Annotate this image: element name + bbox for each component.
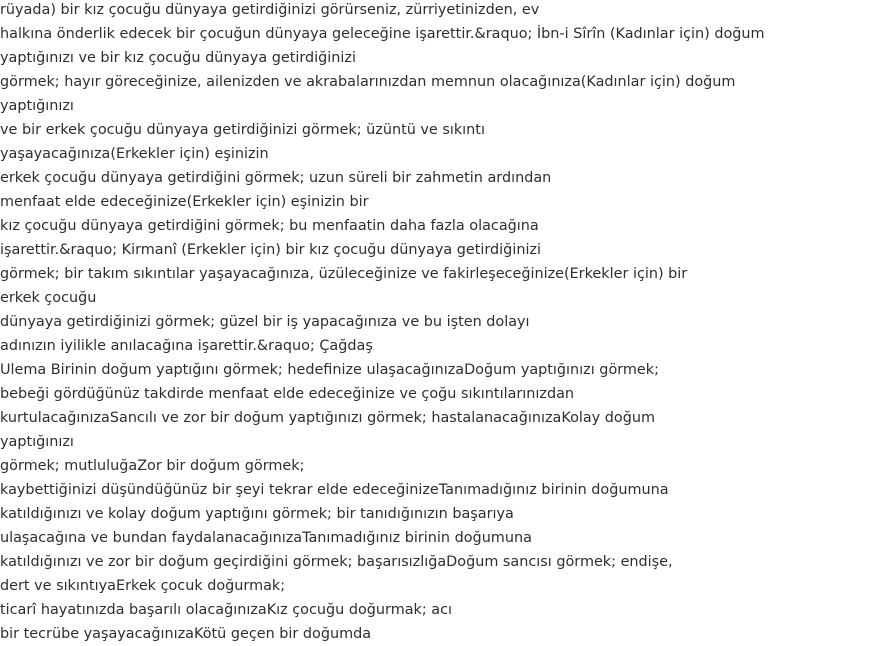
text-line: rüyada) bir kız çocuğu dünyaya getirdiğinizi görürseniz, zürriyetinizden, ev (0, 2, 540, 18)
text-line: erkek çocuğu (0, 290, 97, 306)
text-line: görmek; bir takım sıkıntılar yaşayacağınıza, üzüleceğinize ve fakirleşeceğinize(Erkekler için) bir (0, 266, 688, 282)
text-line: kurtulacağınızaSancılı ve zor bir doğum yaptığınızı görmek; hastalanacağınızaKolay doğum (0, 410, 655, 426)
text-line: adınızın iyilikle anılacağına işarettir.&raquo; Çağdaş (0, 338, 373, 354)
text-line: dünyaya getirdiğinizi görmek; güzel bir iş yapacağınıza ve bu işten dolayı (0, 314, 530, 330)
text-line: ticarî hayatınızda başarılı olacağınızaKız çocuğu doğurmak; acı (0, 602, 453, 618)
text-line: yaptığınızı ve bir kız çocuğu dünyaya getirdiğinizi (0, 50, 356, 66)
text-line: görmek; hayır göreceğinize, ailenizden ve akrabalarınızdan memnun olacağınıza(Kadınlar için) doğum (0, 74, 736, 90)
text-line: görmek; mutluluğaZor bir doğum görmek; (0, 458, 305, 474)
text-line: katıldığınızı ve kolay doğum yaptığını görmek; bir tanıdığınızın başarıya (0, 506, 514, 522)
text-line: halkına önderlik edecek bir çocuğun dünyaya geleceğine işarettir.&raquo; İbn-i Sîrîn (Kadınlar için) doğum (0, 26, 765, 42)
text-line: katıldığınızı ve zor bir doğum geçirdiğini görmek; başarısızlığaDoğum sancısı görmek; endişe, (0, 554, 673, 570)
text-line: menfaat elde edeceğinize(Erkekler için) eşinizin bir (0, 194, 369, 210)
text-line: dert ve sıkıntıyaErkek çocuk doğurmak; (0, 578, 286, 594)
text-line: yaşayacağınıza(Erkekler için) eşinizin (0, 146, 269, 162)
text-line: ve bir erkek çocuğu dünyaya getirdiğinizi görmek; üzüntü ve sıkıntı (0, 122, 485, 138)
text-line: işarettir.&raquo; Kirmanî (Erkekler için) bir kız çocuğu dünyaya getirdiğinizi (0, 242, 541, 258)
text-line: erkek çocuğu dünyaya getirdiğini görmek; uzun süreli bir zahmetin ardından (0, 170, 552, 186)
text-line: yaptığınızı (0, 434, 74, 450)
text-line: kız çocuğu dünyaya getirdiğini görmek; bu menfaatin daha fazla olacağına (0, 218, 539, 234)
text-line: yaptığınızı (0, 98, 74, 114)
text-line: ulaşacağına ve bundan faydalanacağınızaTanımadığınız birinin doğumuna (0, 530, 532, 546)
text-line: Ulema Birinin doğum yaptığını görmek; hedefinize ulaşacağınızaDoğum yaptığınızı görmek; (0, 362, 659, 378)
text-line: bebeği gördüğünüz takdirde menfaat elde edeceğinize ve çoğu sıkıntılarınızdan (0, 386, 575, 402)
text-line: bir tecrübe yaşayacağınızaKötü geçen bir doğumda (0, 626, 372, 642)
text-line: kaybettiğinizi düşündüğünüz bir şeyi tekrar elde edeceğinizeTanımadığınız birinin doğumuna (0, 482, 669, 498)
